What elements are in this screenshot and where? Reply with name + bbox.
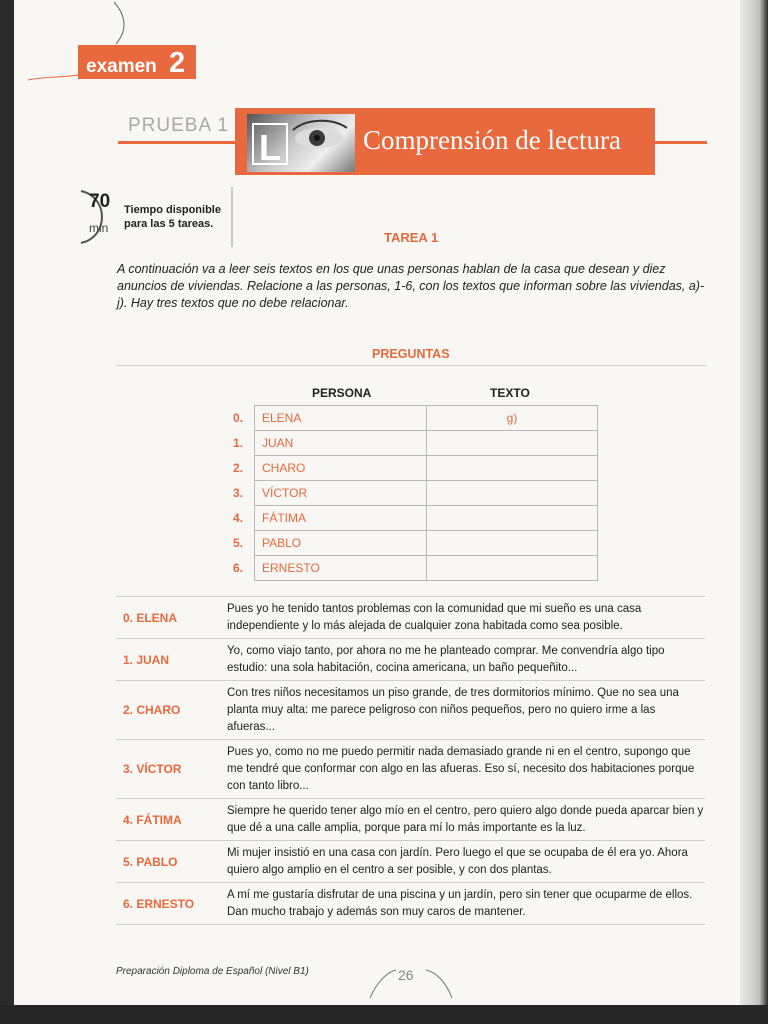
row-number: 4. (232, 511, 243, 525)
row-number: 5. (232, 536, 243, 550)
eye-image (247, 114, 355, 172)
person-text: Pues yo, como no me puedo permitir nada demasiado grande ni en el centro, supongo que me tendré que conformar con algo en las afueras. Eso sí, necesito dos habitaciones porque con tanto libro... (227, 746, 695, 792)
row-number: 2. (232, 461, 243, 475)
row-answer-field[interactable] (427, 456, 598, 481)
row-answer-field[interactable] (427, 531, 598, 556)
scan-left-margin (0, 0, 14, 1024)
person-label: 1. JUAN (123, 652, 170, 667)
answer-table (222, 405, 598, 581)
time-line-2: para las 5 tareas. (124, 218, 214, 230)
time-box (75, 185, 235, 247)
page-edge-shadow (740, 0, 768, 1024)
header-rule-right (655, 141, 707, 144)
page-number: 26 (398, 967, 414, 983)
table-row (222, 481, 598, 506)
person-text: Yo, como viajo tanto, por ahora no me he planteado comprar. Me convendría algo tipo estudio: una sola habitación, cocina americana, un baño pequeñito... (227, 645, 665, 674)
row-number: 0. (232, 411, 243, 425)
table-row (222, 556, 598, 581)
person-text: Siempre he querido tener algo mío en el centro, pero quiero algo donde pueda aparcar bien y que dé a una calle amplia, porque para mí lo más importante es la luz. (227, 805, 704, 834)
time-minutes: 70 (89, 191, 111, 212)
list-item (116, 841, 705, 883)
row-persona: FÁTIMA (255, 506, 427, 531)
row-persona: ELENA (255, 406, 427, 431)
row-number: 1. (232, 436, 243, 450)
person-label: 2. CHARO (123, 703, 181, 717)
row-answer-field[interactable] (427, 431, 598, 456)
row-number: 3. (232, 486, 243, 500)
person-text: Con tres niños necesitamos un piso grande, de tres dormitorios mínimo. Que no sea una planta muy alta: me parece peligroso con niños pequeños, pero no quiero irme a las afueras... (227, 687, 679, 733)
time-unit: min (89, 221, 109, 235)
row-persona: CHARO (255, 456, 427, 481)
row-persona: JUAN (255, 431, 427, 456)
person-text: A mí me gustaría disfrutar de una piscina y un jardín, pero sin tener que ocuparme de ellos. Dan mucho trabajo y además son muy caros de mantener. (227, 889, 693, 918)
exam-word: examen (86, 56, 157, 77)
banner-letter: L (259, 127, 281, 168)
header-rule-left (118, 141, 238, 144)
row-number: 6. (232, 561, 243, 575)
prueba-label: PRUEBA 1 (128, 115, 229, 136)
banner-title: Comprensión de lectura (363, 125, 621, 155)
table-row (222, 506, 598, 531)
person-label: 0. ELENA (123, 610, 178, 625)
person-label: 4. FÁTIMA (123, 812, 182, 827)
list-item (116, 883, 705, 925)
row-answer-field[interactable] (427, 506, 598, 531)
table-row (222, 406, 598, 431)
list-item (116, 639, 705, 681)
section-banner (235, 108, 655, 175)
person-text: Mi mujer insistió en una casa con jardín. Pero luego el que se ocupaba de él era yo. Ahora quiero algo amplio en el centro a ser posible, y con dos plantas. (227, 847, 688, 876)
table-row (222, 531, 598, 556)
list-item (116, 596, 705, 639)
exam-tab (78, 45, 196, 79)
row-answer-field[interactable] (427, 481, 598, 506)
questions-title: PREGUNTAS (372, 347, 450, 361)
table-row (222, 456, 598, 481)
footer-book: Preparación Diploma de Español (Nivel B1) (116, 966, 309, 977)
row-persona: VÍCTOR (255, 481, 427, 506)
task-instructions: A continuación va a leer seis textos en los que unas personas hablan de la casa que desean y diez anuncios de viviendas. Relacione a las personas, 1-6, con los textos que informan sobre las viviendas, a)-j). Hay tres textos que no debe relacionar. (117, 262, 705, 310)
list-item (116, 681, 705, 740)
list-item (116, 799, 705, 841)
person-label: 3. VÍCTOR (123, 762, 182, 776)
time-description (124, 203, 234, 231)
row-answer-field[interactable]: g) (427, 406, 598, 431)
col-texto-header: TEXTO (490, 386, 530, 400)
exam-number: 2 (169, 47, 186, 79)
divider (116, 365, 707, 366)
person-label: 5. PABLO (123, 854, 178, 869)
person-text: Pues yo he tenido tantos problemas con la comunidad que mi sueño es una casa independiente y lo más alejada de cualquier zona habitada como sea posible. (227, 603, 642, 632)
row-persona: ERNESTO (255, 556, 427, 581)
person-label: 6. ERNESTO (123, 896, 195, 911)
row-answer-field[interactable] (427, 556, 598, 581)
row-persona: PABLO (255, 531, 427, 556)
task-title: TAREA 1 (384, 230, 439, 245)
table-row (222, 431, 598, 456)
time-line-1: Tiempo disponible (124, 204, 221, 216)
list-item (116, 740, 705, 799)
people-list (116, 596, 705, 925)
col-persona-header: PERSONA (312, 386, 372, 400)
scan-bottom-margin (0, 1005, 768, 1024)
